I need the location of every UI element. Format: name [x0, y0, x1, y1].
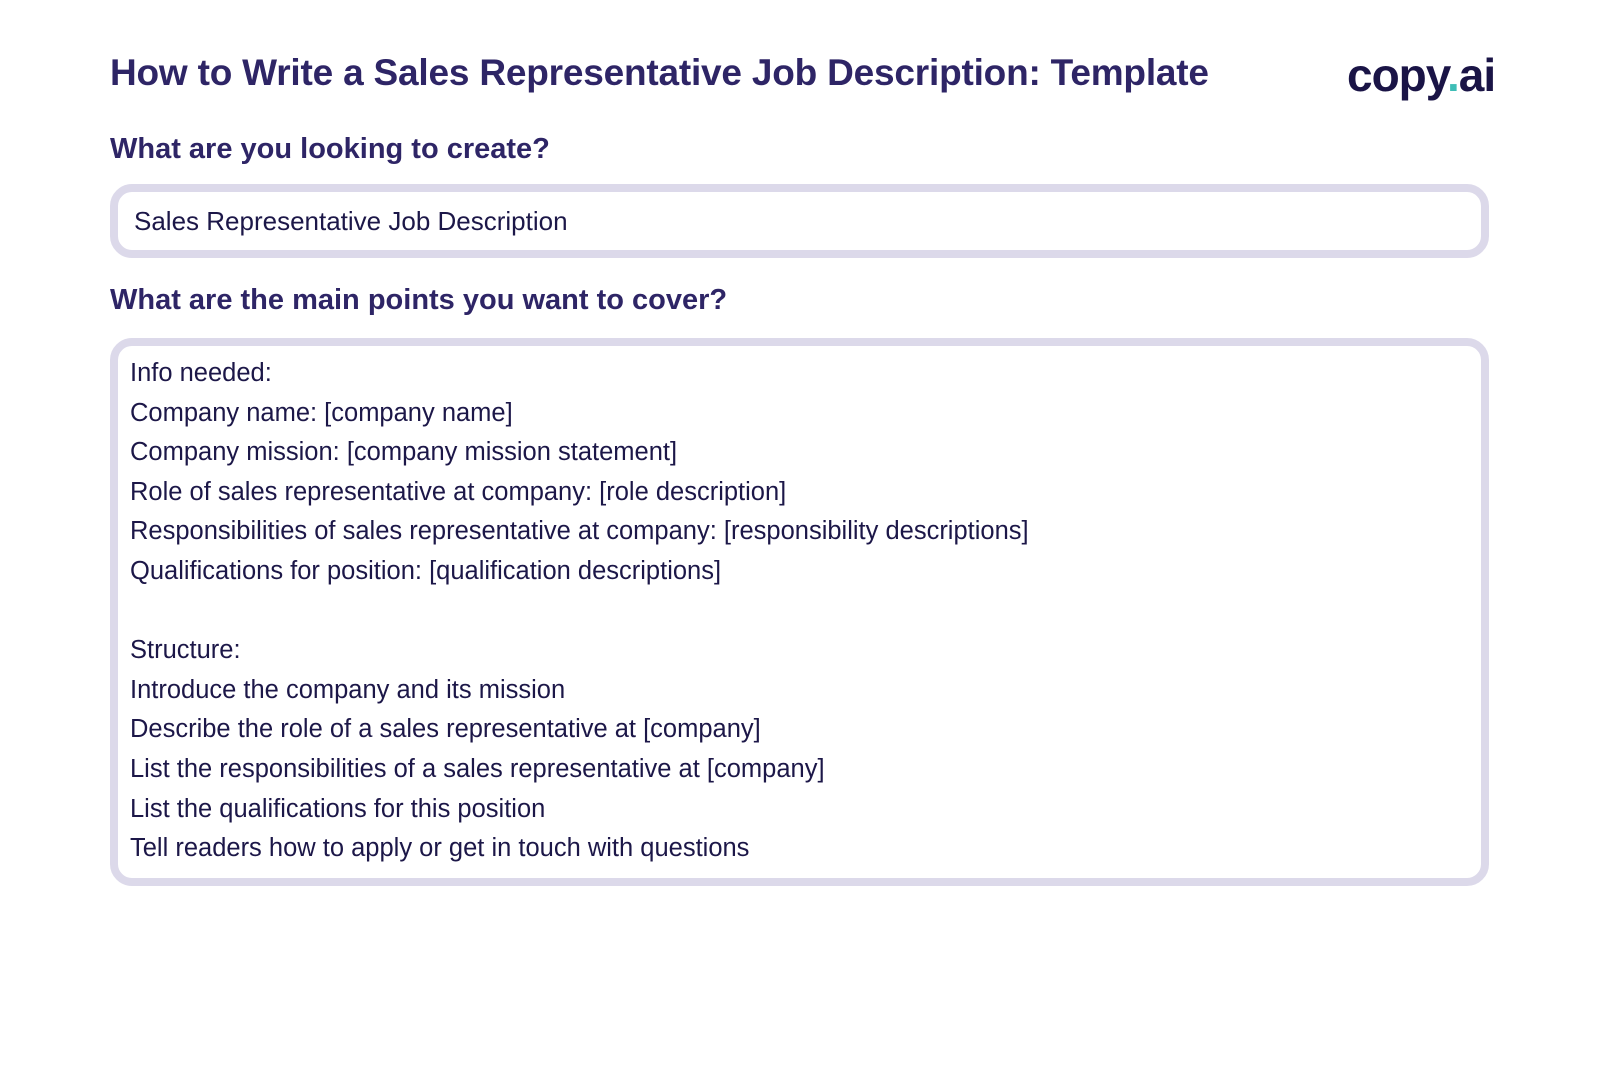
copy-ai-logo	[1347, 48, 1495, 102]
logo-text-tail: ai	[1458, 49, 1496, 101]
text-line: Responsibilities of sales representative at company: [responsibility descriptions]	[130, 517, 1029, 546]
page-title: How to Write a Sales Representative Job Description: Template	[110, 52, 1209, 93]
text-line: Qualifications for position: [qualification descriptions]	[130, 556, 722, 585]
text-line: Tell readers how to apply or get in touch with questions	[130, 834, 750, 863]
text-line: List the qualifications for this position	[130, 794, 546, 823]
text-line: Company name: [company name]	[130, 398, 513, 427]
text-line: Describe the role of a sales representative at [company]	[130, 715, 761, 744]
text-line: Structure:	[130, 636, 241, 665]
main-points-content	[130, 354, 1029, 869]
create-input[interactable]	[110, 184, 1489, 258]
text-line: Info needed:	[130, 359, 272, 387]
logo-dot: .	[1446, 49, 1459, 101]
text-line: Company mission: [company mission statement]	[130, 438, 678, 467]
text-line: Role of sales representative at company: [role description]	[130, 477, 787, 506]
main-points-textarea[interactable]	[110, 338, 1489, 886]
question-create-label: What are you looking to create?	[110, 133, 550, 165]
create-input-value: Sales Representative Job Description	[134, 206, 568, 236]
text-line-blank	[130, 592, 1029, 632]
text-line: List the responsibilities of a sales representative at [company]	[130, 754, 825, 783]
text-line: Introduce the company and its mission	[130, 675, 566, 704]
question-points-label: What are the main points you want to cover?	[110, 284, 728, 316]
logo-text-main: copy	[1347, 49, 1447, 101]
